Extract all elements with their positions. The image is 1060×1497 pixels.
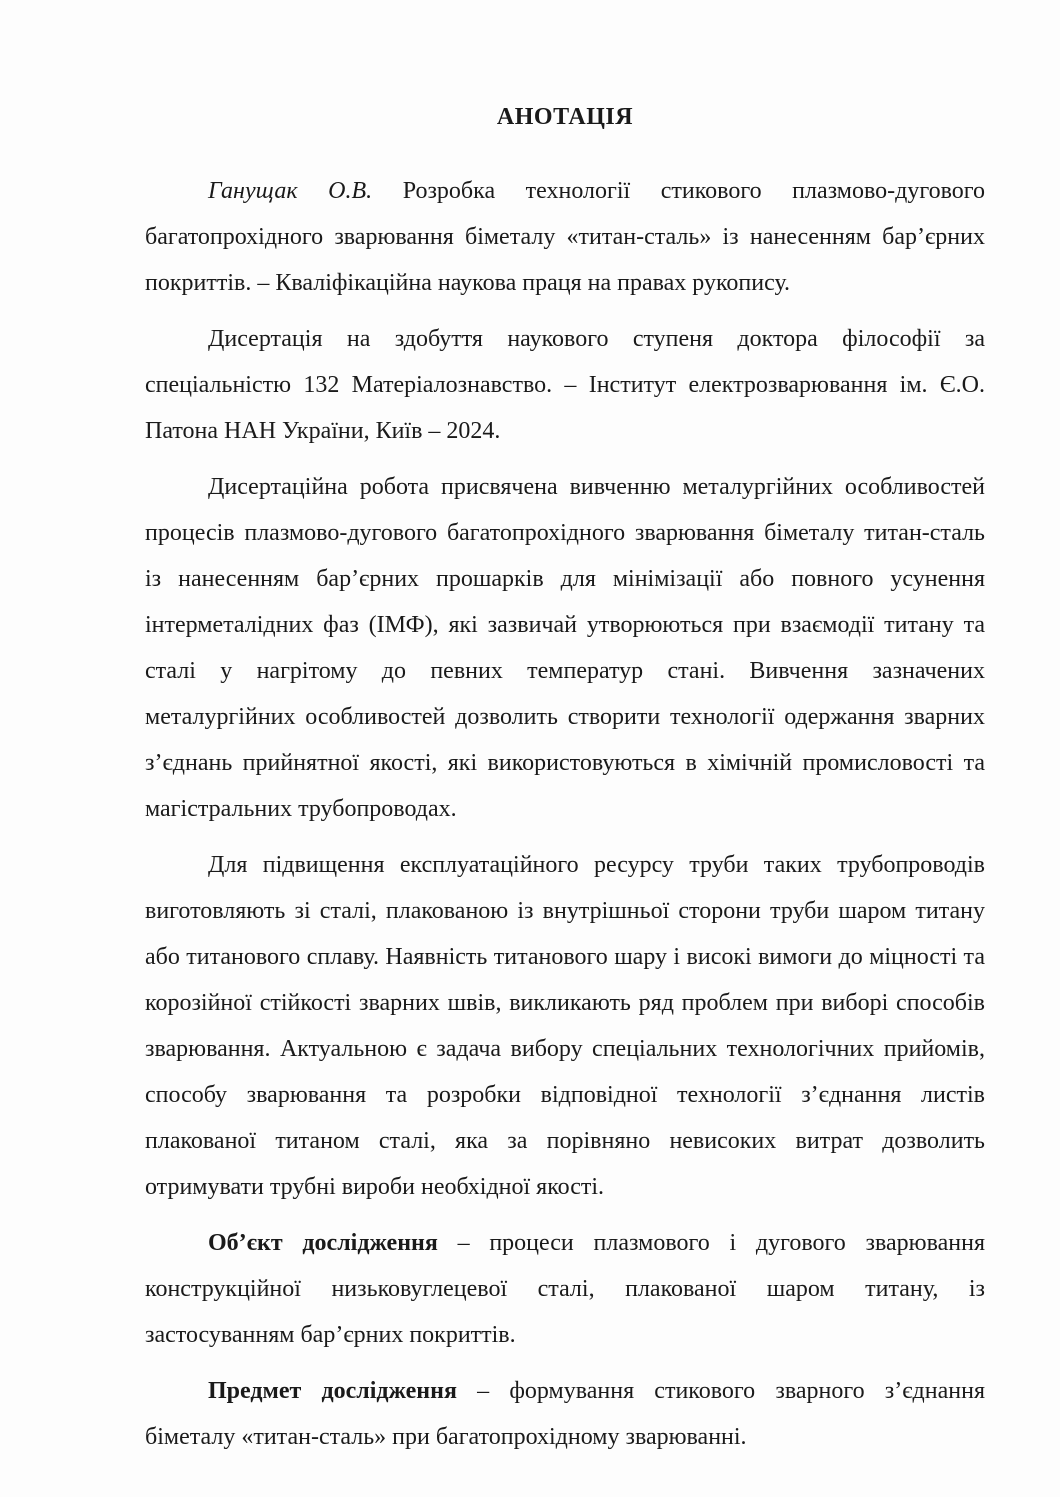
paragraph-citation <box>145 168 985 306</box>
term-object: Об’єкт дослідження <box>208 1230 438 1256</box>
term-subject: Предмет дослідження <box>208 1378 457 1404</box>
document-content <box>145 94 985 1470</box>
paragraph-text: – процеси плазмового і дугового зварювання конструкційної низьковуглецевої сталі, плакованої шаром титану, із застосуванням бар’єрних покриттів. <box>145 1230 985 1348</box>
paragraph-relevance <box>145 842 985 1210</box>
paragraph-text: Дисертація на здобуття наукового ступеня доктора філософії за спеціальністю 132 Матеріалознавство. – Інститут електрозварювання ім. Є.О. Патона НАН України, Київ – 2024. <box>145 326 985 444</box>
paragraph-text: Для підвищення експлуатаційного ресурсу труби таких трубопроводів виготовляють зі сталі, плакованою із внутрішньої сторони труби шаром титану або титанового сплаву. Наявність титанового шару і високі вимоги до міцності та корозійної стійкості зварних швів, викликають ряд проблем при виборі способів зварювання. Актуальною є задача вибору спеціальних технологічних прийомів, способу зварювання та розробки відповідної технології з’єднання листів плакованої титаном сталі, яка за порівняно невисоких витрат дозволить отримувати трубні вироби необхідної якості. <box>145 852 985 1200</box>
paragraph-object <box>145 1220 985 1358</box>
paragraph-text: Дисертаційна робота присвячена вивченню металургійних особливостей процесів плазмово-дугового багатопрохідного зварювання біметалу титан-сталь із нанесенням бар’єрних прошарків для мінімізації або повного усунення інтерметалідних фаз (ІМФ), які зазвичай утворюються при взаємодії титану та сталі у нагрітому до певних температур стані. Вивчення зазначених металургійних особливостей дозволить створити технології одержання зварних з’єднань прийнятної якості, які використовуються в хімічній промисловості та магістральних трубопроводах. <box>145 474 985 822</box>
paragraph-text: Розробка технології стикового плазмово-дугового багатопрохідного зварювання біметалу «титан-сталь» із нанесенням бар’єрних покриттів. – Кваліфікаційна наукова праця на правах рукопису. <box>145 178 985 296</box>
paragraph-text: – формування стикового зварного з’єднання біметалу «титан-сталь» при багатопрохідному зварюванні. <box>145 1378 985 1450</box>
paragraph-dissertation-info <box>145 316 985 454</box>
author-name: Ганущак О.В. <box>208 178 373 204</box>
paragraph-summary <box>145 464 985 832</box>
paragraph-subject <box>145 1368 985 1460</box>
document-title: АНОТАЦІЯ <box>496 104 634 130</box>
